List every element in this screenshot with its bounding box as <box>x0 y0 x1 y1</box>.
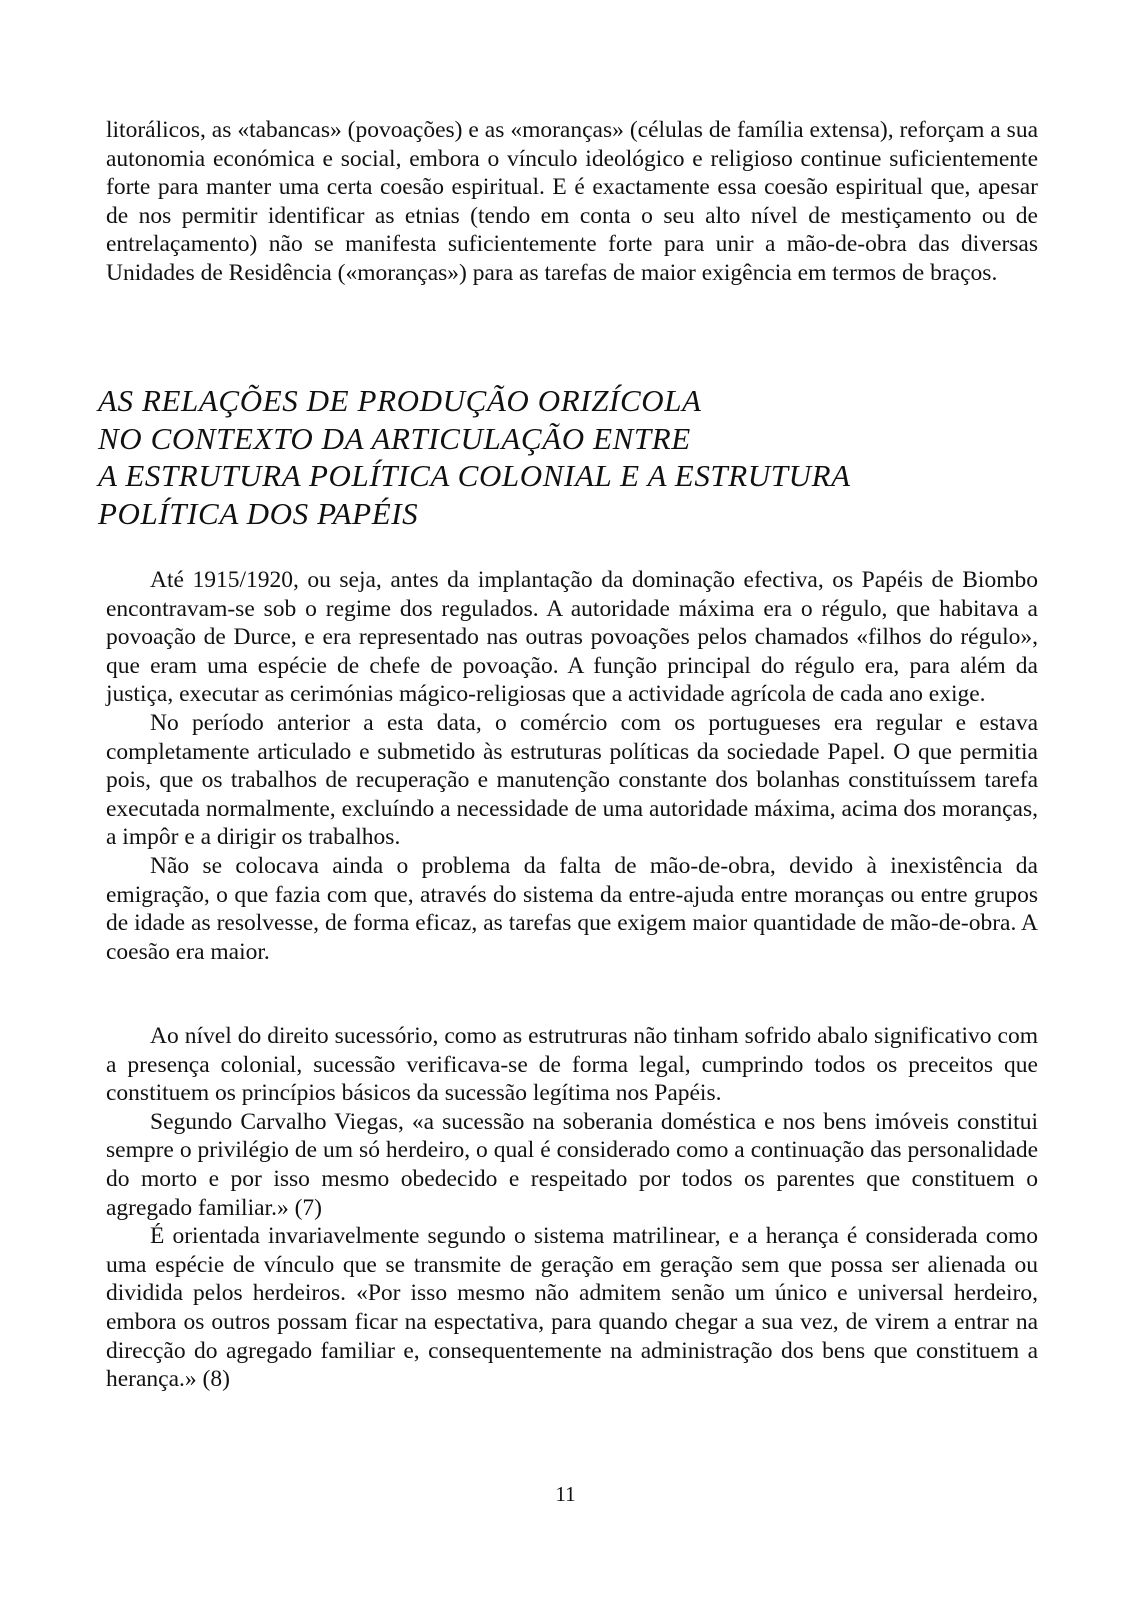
page-number: 11 <box>555 1482 576 1506</box>
heading-line: POLÍTICA DOS PAPÉIS <box>98 495 419 531</box>
section-heading <box>98 382 998 532</box>
paragraph: No período anterior a esta data, o comércio com os portugueses era regular e estava completamente articulado e submetido às estruturas políticas da sociedade Papel. O que permitia pois, que os trabalhos de recuperação e manutenção constante dos bolanhas constituíssem tarefa executada normalmente, excluíndo a necessidade de uma autoridade máxima, acima dos moranças, a impôr e a dirigir os trabalhos. <box>106 709 1038 851</box>
paragraph: Até 1915/1920, ou seja, antes da implantação da dominação efectiva, os Papéis de Biombo encontravam-se sob o regime dos regulados. A autoridade máxima era o régulo, que habitava a povoação de Durce, e era representado nas outras povoações pelos chamados «filhos do régulo», que eram uma espécie de chefe de povoação. A função principal do régulo era, para além da justiça, executar as cerimónias mágico-religiosas que a actividade agrícola de cada ano exige. <box>106 567 1038 708</box>
heading-line: NO CONTEXTO DA ARTICULAÇÃO ENTRE <box>98 420 691 456</box>
paragraph: Ao nível do direito sucessório, como as estrutruras não tinham sofrido abalo significativo com a presença colonial, sucessão verificava-se de forma legal, cumprindo todos os preceitos que constituem os princípios básicos da sucessão legítima nos Papéis. <box>106 1023 1038 1107</box>
heading-line: AS RELAÇÕES DE PRODUÇÃO ORIZÍCOLA <box>98 383 702 418</box>
paragraph: Segundo Carvalho Viegas, «a sucessão na soberania doméstica e nos bens imóveis constitui sempre o privilégio de um só herdeiro, o qual é considerado como a continuação das personalidade do morto e por isso mesmo obedecido e respeitado por todos os parentes que constituem o agregado familiar.» (7) <box>106 1108 1038 1221</box>
intro-paragraph: litorálicos, as «tabancas» (povoações) e as «moranças» (células de família extensa), reforçam a sua autonomia económica e social, embora o vínculo ideológico e religioso continue suficientemente forte para manter uma certa coesão espiritual. E é exactamente essa coesão espiritual que, apesar de nos permitir identificar as etnias (tendo em conta o seu alto nível de mestiçamento ou de entrelaçamento) não se manifesta suficientemente forte para unir a mão-de-obra das diversas Unidades de Residência («moranças») para as tarefas de maior exigência em termos de braços. <box>106 117 1038 286</box>
paragraph: É orientada invariavelmente segundo o sistema matrilinear, e a herança é considerada como uma espécie de vínculo que se transmite de geração em geração sem que possa ser alienada ou dividida pelos herdeiros. «Por isso mesmo não admitem senão um único e universal herdeiro, embora os outros possam ficar na espectativa, para quando chegar a sua vez, de virem a entrar na direcção do agregado familiar e, consequentemente na administração dos bens que constituem a herança.» (8) <box>106 1223 1038 1393</box>
heading-line: A ESTRUTURA POLÍTICA COLONIAL E A ESTRUTURA <box>98 458 851 493</box>
intro-text-block <box>106 116 1038 288</box>
section1-text-block <box>106 566 1038 966</box>
paragraph: Não se colocava ainda o problema da falta de mão-de-obra, devido à inexistência da emigração, o que fazia com que, através do sistema da entre-ajuda entre moranças ou entre grupos de idade as resolvesse, de forma eficaz, as tarefas que exigem maior quantidade de mão-de-obra. A coesão era maior. <box>106 852 1038 965</box>
section2-text-block <box>106 1022 1038 1394</box>
